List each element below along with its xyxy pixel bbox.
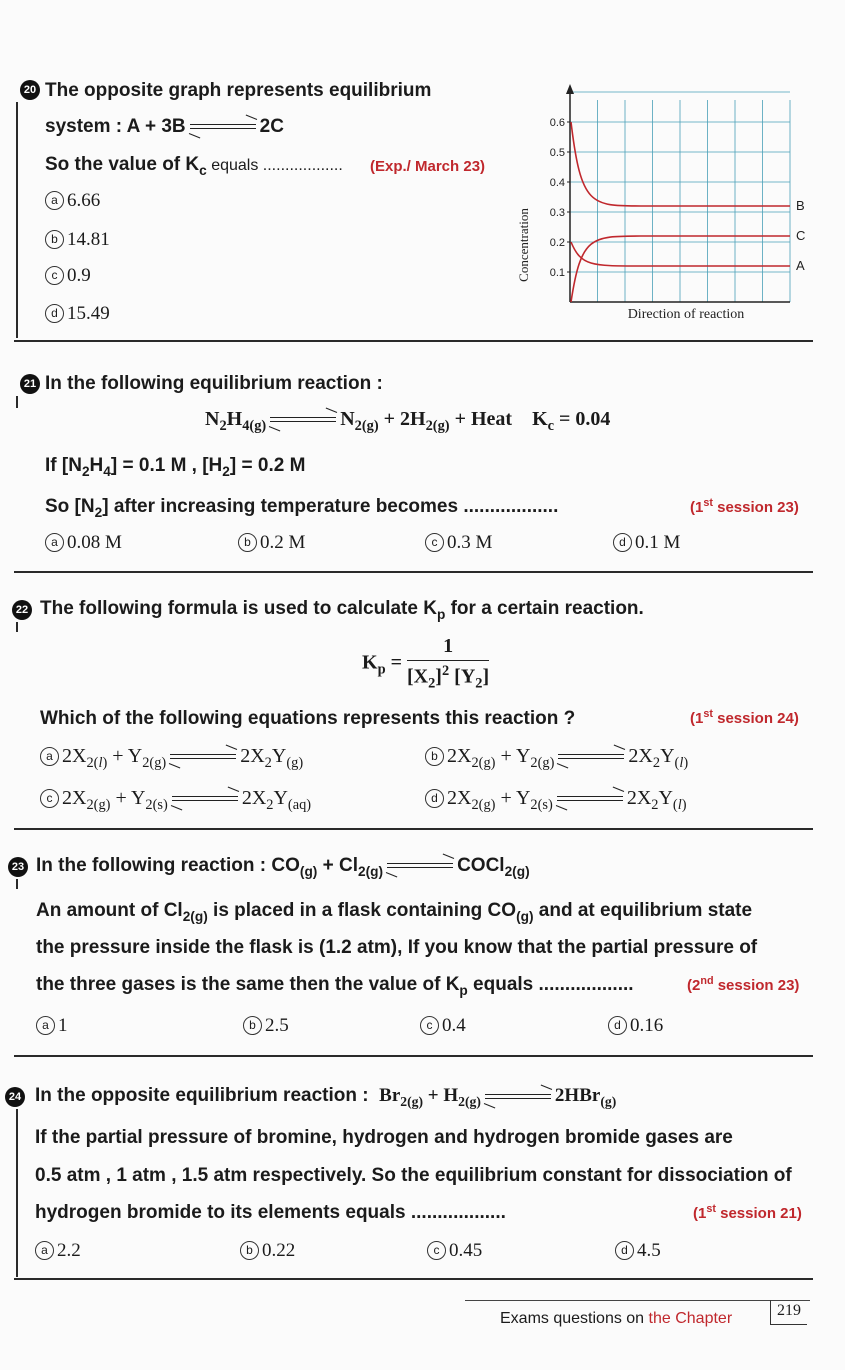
q21-line3-suffix: ] after increasing temperature becomes .................. bbox=[102, 496, 559, 517]
equilibrium-chart bbox=[510, 80, 810, 330]
y-axis-label: Concentration bbox=[516, 208, 531, 282]
src-prefix: (1 bbox=[693, 1205, 707, 1222]
q23-title: In the following reaction : $CO_{(g)} + Cl_{2(g)}$ COCl$_{2(g)}$ bbox=[36, 855, 530, 879]
q21-line2-text: If [N bbox=[45, 455, 82, 476]
src-suffix: session 23) bbox=[712, 499, 799, 516]
src-prefix: (1 bbox=[690, 710, 704, 727]
question-bar bbox=[16, 396, 18, 408]
y-tick-label: 0.6 bbox=[549, 117, 565, 129]
formula-fraction bbox=[407, 635, 489, 693]
question-number-20: 20 bbox=[20, 80, 40, 100]
q24-option-b[interactable] bbox=[240, 1240, 295, 1262]
option-text: 15.49 bbox=[67, 303, 110, 324]
equilibrium-arrow-icon bbox=[170, 752, 236, 762]
q20-line2 bbox=[45, 116, 284, 138]
divider bbox=[14, 571, 813, 573]
option-letter: b bbox=[240, 1241, 259, 1260]
q24-option-c[interactable] bbox=[427, 1240, 482, 1262]
src-suffix: session 21) bbox=[715, 1205, 802, 1222]
x-axis-label: Direction of reaction bbox=[627, 307, 745, 322]
src-sup: nd bbox=[700, 975, 714, 987]
option-text: 0.08 M bbox=[67, 532, 122, 553]
q22-title-text: The following formula is used to calculate K bbox=[40, 598, 437, 619]
q24-option-a[interactable] bbox=[35, 1240, 81, 1262]
option-text: 0.45 bbox=[449, 1240, 483, 1261]
q24-line3: hydrogen bromide to its elements equals .................. bbox=[35, 1202, 506, 1223]
q21-line2: If $[N_2H_4] = 0.1$ M , $[H_2] = 0.2$ M bbox=[45, 455, 306, 479]
option-text: 2.5 bbox=[265, 1015, 289, 1036]
page-number: 219 bbox=[770, 1300, 807, 1325]
y-tick-label: 0.5 bbox=[549, 147, 565, 159]
q21-equation: $N_2H_{4(g)}$ $N_{2(g)} + 2H_{2(g)}$ + Heat $K_c = 0.04$ bbox=[205, 408, 611, 435]
src-suffix: session 24) bbox=[712, 710, 799, 727]
q22-question: Which of the following equations represents this reaction ? bbox=[40, 708, 576, 729]
option-text: 0.16 bbox=[630, 1015, 664, 1036]
option-letter: a bbox=[45, 191, 64, 210]
y-ticks bbox=[550, 117, 570, 279]
q21-option-b[interactable] bbox=[238, 532, 305, 554]
q20-option-b[interactable] bbox=[45, 229, 110, 251]
q24-option-d[interactable] bbox=[615, 1240, 661, 1262]
src-prefix: (1 bbox=[690, 499, 704, 516]
divider bbox=[14, 828, 813, 830]
q20-line3-suffix: equals .................. bbox=[206, 157, 343, 174]
option-letter: b bbox=[425, 747, 444, 766]
question-bar bbox=[16, 1109, 18, 1277]
option-letter: b bbox=[238, 533, 257, 552]
q23-option-d[interactable] bbox=[608, 1015, 663, 1037]
q21-source bbox=[690, 497, 799, 516]
q23-line1-a: An amount of Cl bbox=[36, 900, 183, 921]
kc-label: K bbox=[532, 408, 548, 430]
q20-line3 bbox=[45, 154, 343, 178]
option-letter: b bbox=[45, 230, 64, 249]
option-text: 0.3 M bbox=[447, 532, 493, 553]
series-label-A: A bbox=[796, 258, 805, 273]
option-letter: d bbox=[608, 1016, 627, 1035]
y-axis-arrow-icon bbox=[566, 84, 574, 94]
option-letter: d bbox=[615, 1241, 634, 1260]
question-number-22: 22 bbox=[12, 600, 32, 620]
q23-line1-b: is placed in a flask containing CO bbox=[207, 900, 517, 921]
q24-source bbox=[693, 1203, 802, 1222]
src-sup: st bbox=[706, 1203, 716, 1215]
formula-denominator: $[X_2]^2$ $[Y_2]$ bbox=[406, 663, 490, 692]
q22-option-b[interactable]: b $2X_{2(g)} + Y_{2(g)}$ $2X_2Y_{(l)}$ bbox=[425, 745, 688, 772]
option-text: 0.1 M bbox=[635, 532, 681, 553]
option-letter: b bbox=[243, 1016, 262, 1035]
question-bar bbox=[16, 879, 18, 889]
series-line-B bbox=[571, 122, 790, 206]
q23-line3-prefix: the three gases is the same then the value of K bbox=[36, 974, 460, 995]
formula-numerator: 1 bbox=[407, 635, 489, 661]
q22-title-sub: p bbox=[436, 606, 446, 622]
src-sup: st bbox=[703, 708, 713, 720]
q20-option-d[interactable] bbox=[45, 303, 110, 325]
option-text: 0.9 bbox=[67, 265, 91, 286]
q22-option-d[interactable]: d $2X_{2(g)} + Y_{2(s)}$ $2X_2Y_{(l)}$ bbox=[425, 787, 687, 814]
footer-chapter: the Chapter bbox=[648, 1310, 733, 1327]
q23-line3-sub: p bbox=[459, 982, 468, 998]
y-tick-label: 0.3 bbox=[549, 207, 565, 219]
option-letter: d bbox=[425, 789, 444, 808]
q22-title-suffix: for a certain reaction. bbox=[445, 598, 644, 619]
q23-line3 bbox=[36, 974, 634, 998]
q23-title-text: In the following reaction : CO bbox=[36, 855, 300, 876]
src-suffix: session 23) bbox=[713, 977, 800, 994]
equilibrium-arrow-icon bbox=[190, 122, 256, 132]
option-letter: c bbox=[40, 789, 59, 808]
q23-option-c[interactable] bbox=[420, 1015, 466, 1037]
q24-line2: 0.5 atm , 1 atm , 1.5 atm respectively. So the equilibrium constant for dissociation of bbox=[35, 1165, 792, 1186]
q24-title: In the opposite equilibrium reaction : $Br_{2(g)} + H_{2(g)}$ 2HBr$_{(g)}$ bbox=[35, 1085, 617, 1109]
eq-part: N bbox=[205, 408, 220, 430]
series-line-C bbox=[571, 236, 790, 302]
option-text: 1 bbox=[58, 1015, 68, 1036]
q24-title-text: In the opposite equilibrium reaction : bbox=[35, 1085, 369, 1106]
equilibrium-arrow-icon bbox=[485, 1092, 551, 1102]
divider bbox=[14, 340, 813, 342]
q23-line1: An amount of $Cl_{2(g)}$ is placed in a flask containing $CO_{(g)}$ and at equilibrium state bbox=[36, 900, 753, 924]
option-text: 0.4 bbox=[442, 1015, 466, 1036]
divider bbox=[14, 1055, 813, 1057]
y-tick-label: 0.4 bbox=[549, 177, 565, 189]
option-letter: c bbox=[427, 1241, 446, 1260]
q20-line3-prefix: So the value of K bbox=[45, 154, 200, 175]
q21-title: In the following equilibrium reaction : bbox=[45, 373, 383, 394]
src-prefix: (2 bbox=[687, 977, 701, 994]
q21-line3-prefix: So [N bbox=[45, 496, 95, 517]
option-text: 6.66 bbox=[67, 190, 101, 211]
q20-option-c[interactable] bbox=[45, 265, 91, 287]
q22-option-c[interactable]: c $2X_{2(g)} + Y_{2(s)}$ $2X_2Y_{(aq)}$ bbox=[40, 787, 311, 814]
question-bar bbox=[16, 102, 18, 338]
q22-option-a[interactable]: a $2X_{2(l)} + Y_{2(g)}$ $2X_2Y_{(g)}$ bbox=[40, 745, 303, 772]
q22-title bbox=[40, 598, 644, 622]
q21-option-a[interactable] bbox=[45, 532, 122, 554]
question-number-21: 21 bbox=[20, 374, 40, 394]
series-label-B: B bbox=[796, 198, 805, 213]
q20-product: 2C bbox=[259, 116, 284, 137]
q24-line1: If the partial pressure of bromine, hydrogen and hydrogen bromide gases are bbox=[35, 1127, 733, 1148]
option-text: 0.22 bbox=[262, 1240, 296, 1261]
q21-option-d[interactable] bbox=[613, 532, 680, 554]
q23-source bbox=[687, 975, 799, 994]
option-letter: d bbox=[45, 304, 64, 323]
q23-option-b[interactable] bbox=[243, 1015, 289, 1037]
equilibrium-arrow-icon bbox=[270, 415, 336, 425]
option-letter: a bbox=[40, 747, 59, 766]
q21-line3: So $[N_2]$ after increasing temperature becomes .................. bbox=[45, 496, 559, 520]
q23-line2: the pressure inside the flask is (1.2 atm), If you know that the partial pressure of bbox=[36, 937, 758, 958]
option-letter: a bbox=[35, 1241, 54, 1260]
q22-formula: $K_p$ = $\frac{1}{[X_2]^2 [Y_2]}$ bbox=[362, 635, 490, 692]
option-letter: a bbox=[45, 533, 64, 552]
chart-grid bbox=[570, 92, 790, 302]
q21-option-c[interactable] bbox=[425, 532, 492, 554]
equilibrium-arrow-icon bbox=[172, 794, 238, 804]
option-letter: c bbox=[420, 1016, 439, 1035]
q20-source: (Exp./ March 23) bbox=[370, 158, 486, 175]
q20-reactants: system : A + 3B bbox=[45, 116, 186, 137]
option-letter: c bbox=[425, 533, 444, 552]
divider bbox=[14, 1278, 813, 1280]
equilibrium-arrow-icon bbox=[558, 752, 624, 762]
q20-option-a[interactable] bbox=[45, 190, 100, 212]
option-text: 4.5 bbox=[637, 1240, 661, 1261]
question-number-24: 24 bbox=[5, 1087, 25, 1107]
footer-prefix: Exams questions on bbox=[500, 1310, 649, 1327]
option-letter: a bbox=[36, 1016, 55, 1035]
option-text: 2.2 bbox=[57, 1240, 81, 1261]
kc-value: = 0.04 bbox=[554, 408, 611, 430]
q23-option-a[interactable] bbox=[36, 1015, 68, 1037]
y-tick-label: 0.2 bbox=[549, 237, 565, 249]
equilibrium-arrow-icon bbox=[557, 794, 623, 804]
option-text: 14.81 bbox=[67, 229, 110, 250]
option-text: 0.2 M bbox=[260, 532, 306, 553]
src-sup: st bbox=[703, 497, 713, 509]
q23-line1-c: and at equilibrium state bbox=[533, 900, 753, 921]
series-label-C: C bbox=[796, 228, 806, 243]
y-tick-label: 0.1 bbox=[549, 267, 565, 279]
question-number-23: 23 bbox=[8, 857, 28, 877]
option-letter: c bbox=[45, 266, 64, 285]
equilibrium-arrow-icon bbox=[387, 861, 453, 871]
option-letter: d bbox=[613, 533, 632, 552]
series-line-A bbox=[571, 242, 790, 266]
q22-source bbox=[690, 708, 799, 727]
q23-line3-suffix: equals .................. bbox=[467, 974, 634, 995]
footer-text bbox=[500, 1310, 732, 1328]
footer-rule bbox=[465, 1300, 810, 1301]
q20-line1: The opposite graph represents equilibrium bbox=[45, 80, 432, 101]
q20-line3-sub: c bbox=[199, 162, 207, 178]
question-bar bbox=[16, 622, 18, 632]
